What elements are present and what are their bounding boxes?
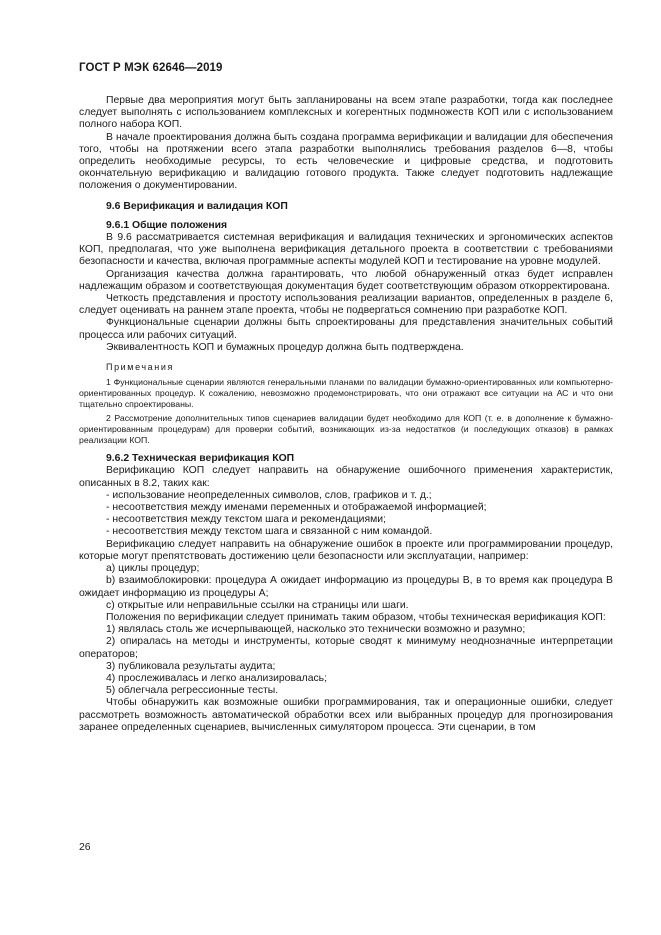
paragraph: В начале проектирования должна быть создана программа верификации и валидации для обеспечения того, чтобы на протяжении всего этапа разработки выполнялись требования разделов 6—8, чтобы определить необходимые ресурсы, то есть человеческие и цифровые средства, и подготовить окончательную верификацию и валидацию готового продукта. Также следует подготовить надлежащие положения о документировании. [79, 131, 613, 192]
list-item: 5) облегчала регрессионные тесты. [106, 685, 279, 697]
list-item: 1) являлась столь же исчерпывающей, насколько это технически возможно и разумно; [106, 624, 526, 636]
paragraph: Верификацию следует направить на обнаружение ошибок в проекте или программировании процедур, которые могут препятствовать достижению цели безопасности или эксплуатации, например: [79, 538, 613, 562]
paragraph: Организация качества должна гарантировать, что любой обнаруженный отказ будет исправлен надлежащим образом и соответствующая документация будет соответствующим образом откорректирована. [79, 268, 613, 292]
paragraph: Верификацию КОП следует направить на обнаружение ошибочного применения характеристик, описанных в 8.2, таких как: [79, 465, 613, 489]
paragraph: Четкость представления и простоту использования реализации вариантов, определенных в разделе 6, следует оценивать на раннем этапе проекта, чтобы не подвергаться сомнению при разработке КОП. [79, 293, 613, 317]
section-heading: 9.6 Верификация и валидация КОП [106, 200, 288, 212]
list-item: - несоответствия между именами переменных и отображаемой информацией; [106, 502, 487, 514]
note: 2 Рассмотрение дополнительных типов сценариев валидации будет необходимо для КОП (т. е. в дополнение к бумажно-ориентированным процедурам) для проверки событий, возникающих из-за недостатков (и последующих отказов) в рамках реализации КОП. [79, 413, 613, 446]
paragraph: Чтобы обнаружить как возможные ошибки программирования, так и операционные ошибки, следует рассмотреть возможность автоматической обработки всех или выбранных процедур для прогнозирования заранее определенных сценариев, вычисленных симулятором процесса. Эти сценарии, в том [79, 697, 613, 733]
list-item: 3) публиковала результаты аудита; [106, 660, 276, 672]
list-item: а) циклы процедур; [106, 563, 200, 575]
list-item: - использование неопределенных символов, слов, графиков и т. д.; [106, 489, 432, 501]
document-body [79, 95, 613, 734]
document-code-header: ГОСТ Р МЭК 62646—2019 [79, 62, 223, 74]
page-number: 26 [79, 842, 91, 853]
list-item: с) открытые или неправильные ссылки на страницы или шаги. [106, 599, 409, 611]
paragraph: В 9.6 рассматривается системная верификация и валидация технических и эргономических аспектов КОП, предполагая, что уже выполнена верификация детального проекта в соответствии с требованиями безопасности и качества, включая программные аспекты модулей КОП и тестирование на уровне модулей. [79, 232, 613, 268]
subsection-heading: 9.6.1 Общие положения [106, 219, 228, 231]
paragraph: Первые два мероприятия могут быть запланированы на всем этапе разработки, тогда как последнее следует выполнять с использованием комплексных и когерентных подмножеств КОП или с использованием полного набора КОП. [79, 95, 613, 131]
paragraph: Функциональные сценарии должны быть спроектированы для представления значительных событий процесса или рабочих ситуаций. [79, 317, 613, 341]
list-item: b) взаимоблокировки: процедура А ожидает информацию из процедуры В, в то время как процедура В ожидает информацию из процедуры А; [79, 575, 613, 599]
paragraph: Положения по верификации следует принимать таким образом, чтобы техническая верификация КОП: [106, 611, 606, 623]
list-item: 2) опиралась на методы и инструменты, которые сводят к минимуму неоднозначные интерпретации операторов; [79, 636, 613, 660]
notes-label: Примечания [106, 362, 174, 373]
list-item: 4) прослеживалась и легко анализировалась; [106, 672, 327, 684]
paragraph: Эквивалентность КОП и бумажных процедур должна быть подтверждена. [106, 341, 464, 353]
list-item: - несоответствия между текстом шага и связанной с ним командой. [106, 526, 433, 538]
list-item: - несоответствия между текстом шага и рекомендациями; [106, 514, 386, 526]
note: 1 Функциональные сценарии являются генеральными планами по валидации бумажно-ориентированных или компьютерно-ориентированных процедур. К сожалению, невозможно продемонстрировать, что они отражают все ситуации на АС и что они тщательно спроектированы. [79, 377, 613, 410]
subsection-heading: 9.6.2 Техническая верификация КОП [106, 453, 295, 465]
